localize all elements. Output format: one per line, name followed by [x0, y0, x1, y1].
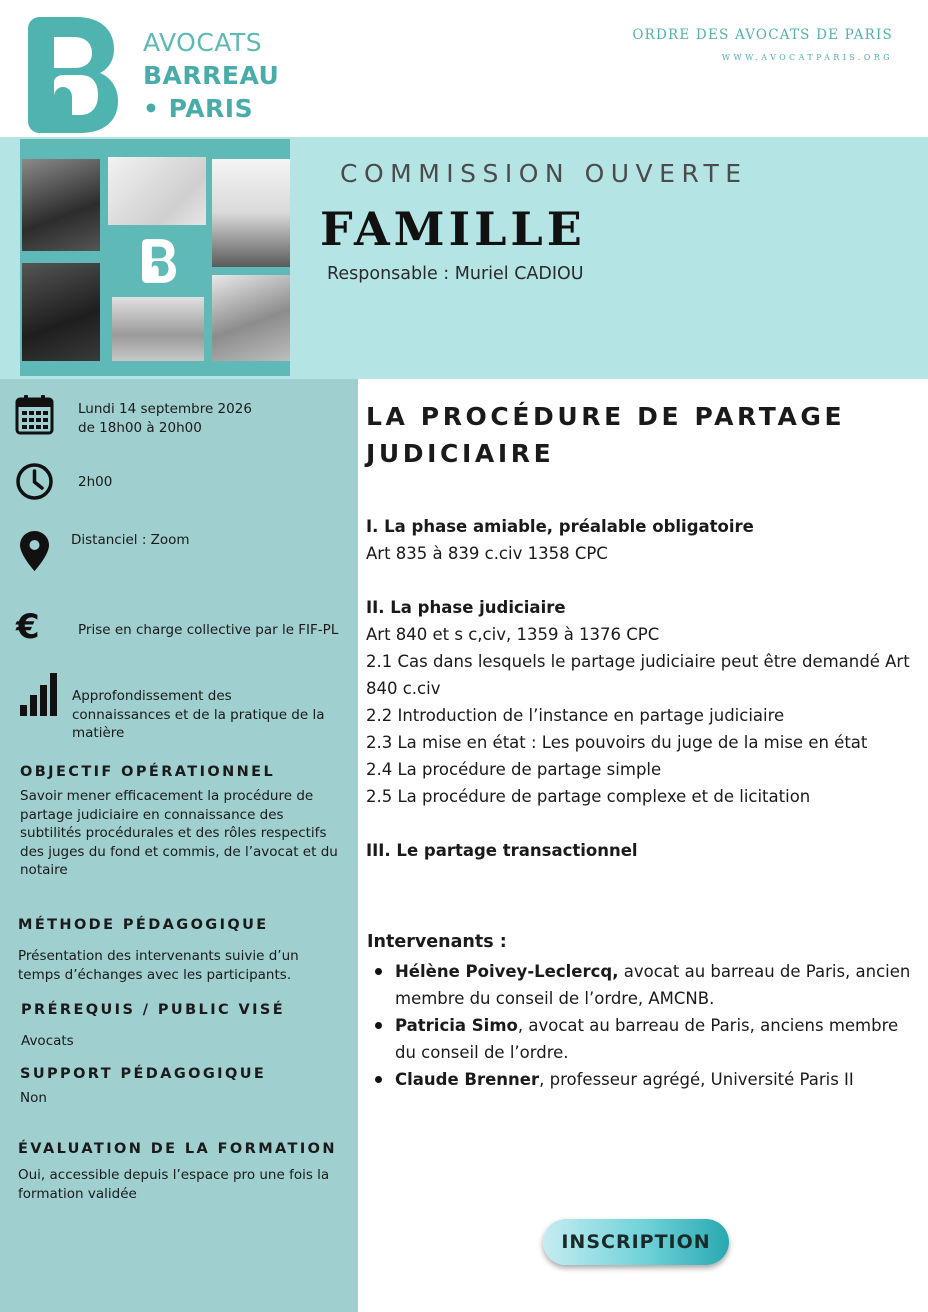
- list-item: [372, 1066, 920, 1093]
- course-title-line2: JUDICIAIRE: [366, 439, 555, 468]
- responsable: Responsable : Muriel CADIOU: [327, 264, 584, 284]
- program-item-2-1: 2.1 Cas dans lesquels le partage judiciaire peut être demandé Art: [366, 652, 910, 671]
- organization-name: ORDRE DES AVOCATS DE PARIS: [632, 27, 893, 43]
- logo-wordmark-avocats: AVOCATS: [143, 28, 263, 57]
- list-item: [372, 1012, 920, 1066]
- inscription-button[interactable]: INSCRIPTION: [543, 1219, 729, 1265]
- objectif-heading: OBJECTIF OPÉRATIONNEL: [20, 764, 276, 780]
- photo-family-group: [22, 159, 100, 251]
- program-item-2-4: 2.4 La procédure de partage simple: [366, 760, 662, 779]
- intervenant-description: , avocat au barreau de Paris, anciens membre du conseil de l’ordre.: [395, 1016, 899, 1062]
- intervenant-description: , professeur agrégé, Université Paris II: [539, 1070, 854, 1089]
- support-text: Non: [20, 1090, 47, 1106]
- program-item-2-2: 2.2 Introduction de l’instance en partage judiciaire: [366, 706, 785, 725]
- evaluation-heading: ÉVALUATION DE LA FORMATION: [18, 1141, 337, 1157]
- funding: Prise en charge collective par le FIF-PL: [78, 622, 339, 638]
- course-title: [366, 398, 906, 472]
- commission-title: FAMILLE: [320, 202, 586, 256]
- location-pin-icon: [20, 531, 49, 571]
- intervenant-name: Patricia Simo: [395, 1016, 518, 1035]
- photo-collage: [20, 139, 290, 376]
- photo-city-skyline: [212, 159, 290, 267]
- duration: 2h00: [78, 474, 113, 490]
- methode-text: Présentation des intervenants suivie d’un temps d’échanges avec les participants.: [18, 948, 299, 983]
- commission-kicker: COMMISSION OUVERTE: [340, 159, 748, 188]
- course-title-line1: LA PROCÉDURE DE PARTAGE: [366, 402, 846, 431]
- photo-ornament: [108, 157, 206, 225]
- methode-heading: MÉTHODE PÉDAGOGIQUE: [18, 917, 269, 933]
- level: Approfondissement des connaissances et de la pratique de la matière: [72, 688, 325, 741]
- program-part2-reference: Art 840 et s c,civ, 1359 à 1376 CPC: [366, 625, 660, 644]
- intervenants-heading: Intervenants :: [367, 932, 507, 952]
- program-item-2-3: 2.3 La mise en état : Les pouvoirs du juge de la mise en état: [366, 733, 868, 752]
- program-part1-heading: I. La phase amiable, préalable obligatoire: [366, 517, 754, 536]
- objectif-text: Savoir mener efficacement la procédure de partage judiciaire en connaissance des subtilités procédurales et des rôles respectifs des juges du fond et commis, de l’avocat et du notaire: [20, 788, 338, 878]
- program-item-2-5: 2.5 La procédure de partage complexe et de licitation: [366, 787, 811, 806]
- signal-bars-icon: [20, 673, 57, 716]
- program-item-2-1-cont: 840 c.civ: [366, 679, 441, 698]
- logo-wordmark-barreau: BARREAU: [143, 61, 280, 90]
- evaluation-text: Oui, accessible depuis l’espace pro une fois la formation validée: [18, 1167, 330, 1202]
- program-part1-reference: Art 835 à 839 c.civ 1358 CPC: [366, 544, 608, 563]
- euro-icon: €: [16, 607, 40, 647]
- intervenant-description: avocat au barreau de Paris, ancien membre du conseil de l’ordre, AMCNB.: [395, 962, 911, 1008]
- collage-logo-icon: [142, 239, 176, 283]
- clock-icon: [15, 462, 54, 501]
- intervenants-list: [372, 958, 920, 1093]
- calendar-icon: [15, 394, 54, 435]
- time-line: de 18h00 à 20h00: [78, 420, 202, 436]
- photo-mother-child: [212, 275, 290, 361]
- website-url[interactable]: WWW.AVOCATPARIS.ORG: [721, 53, 893, 62]
- list-item: [372, 958, 920, 1012]
- photo-elderly-couple: [22, 263, 100, 361]
- barreau-paris-logo-mark: [28, 17, 118, 133]
- intervenant-name: Claude Brenner: [395, 1070, 540, 1089]
- program-part3-heading: III. Le partage transactionnel: [366, 841, 638, 860]
- program-part2-heading: II. La phase judiciaire: [366, 598, 566, 617]
- date-line: Lundi 14 septembre 2026: [78, 401, 252, 417]
- program: [366, 513, 914, 864]
- support-heading: SUPPORT PÉDAGOGIQUE: [20, 1066, 267, 1082]
- photo-staircase: [112, 297, 204, 361]
- prerequis-text: Avocats: [21, 1033, 74, 1049]
- prerequis-heading: PRÉREQUIS / PUBLIC VISÉ: [21, 1002, 286, 1018]
- location: Distanciel : Zoom: [71, 532, 190, 548]
- intervenant-name: Hélène Poivey-Leclercq,: [395, 962, 619, 981]
- logo-wordmark-paris: • PARIS: [143, 94, 254, 123]
